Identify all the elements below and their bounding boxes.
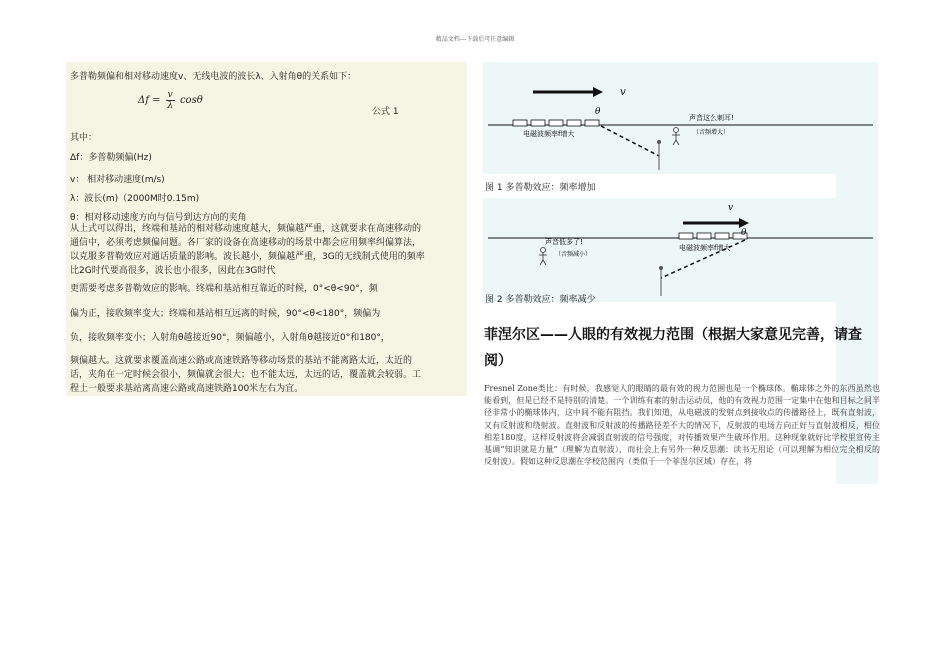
definition-lambda: λ：波长(m)（2000M时0.15m) bbox=[70, 194, 200, 204]
figure-1-diagram bbox=[483, 62, 878, 174]
base-station-icon bbox=[657, 140, 661, 144]
figure-1 bbox=[483, 62, 878, 174]
paragraph-4: 负，接收频率变小；入射角θ越接近90°，频偏越小，入射角θ越接近0°和180°， bbox=[70, 333, 390, 343]
train-car bbox=[585, 120, 599, 126]
formula-numerator: v bbox=[167, 90, 173, 100]
listener-icon bbox=[539, 248, 547, 266]
formula-denominator: λ bbox=[167, 101, 174, 111]
theta-label: θ bbox=[595, 107, 601, 117]
velocity-label: v bbox=[620, 87, 626, 98]
formula-label: 公式 1 bbox=[372, 107, 399, 117]
fresnel-paragraph: Fresnel Zone类比：有时候，我感觉人的眼睛的最有效的视力范围也是一个椭球体。椭球体之外的东西虽然也能看到，但是已经不是特别的清楚。一个训练有素的射击运动员，他的有效视力范围一定集中在他和目标之间半径非常小的椭球体内，这中间不能有阻挡。我们知道，从电磁波的发射点到接收点的传播路径上，既有直射波，又有反射波和绕射波。直射波和反射波的传播路径差不大的情况下，反射波的电场方向正好与直射波相反，相位相差180度，这样反射波将会减弱直射波的信号强度，对传播效果产生破坏作用。这种现象就好比学校里宣传主基调“知识就是力量”（理解为直射波），而社会上有另外一种反思潮：读书无用论（可以理解为相位完全相反的反射波）。假如这种反思潮在学校范围内（类似于一个菲涅尔区域）存在，将 bbox=[484, 384, 880, 467]
train-car bbox=[513, 120, 527, 126]
signal-path bbox=[601, 126, 659, 156]
velocity-arrow-head bbox=[593, 87, 603, 97]
base-station-icon bbox=[659, 266, 663, 270]
train-car bbox=[697, 233, 711, 239]
formula-fraction bbox=[166, 90, 175, 111]
velocity-label: v bbox=[728, 203, 734, 213]
page-header-note: 精品文档---下载后可任意编辑 bbox=[435, 36, 515, 43]
section-heading: 菲涅尔区——人眼的有效视力范围（根据大家意见完善，请查阅） bbox=[484, 327, 862, 369]
doppler-formula bbox=[138, 90, 203, 111]
formula-intro: 多普勒频偏和相对移动速度v、无线电波的波长λ、入射角θ的关系如下： bbox=[70, 72, 357, 82]
train-car bbox=[531, 120, 545, 126]
freq-label: 电磁波频率f增大 bbox=[523, 130, 575, 138]
definition-delta-f: Δf：多普勒频偏(Hz) bbox=[70, 153, 152, 163]
theta-label: θ bbox=[741, 228, 747, 238]
velocity-arrow-head bbox=[739, 218, 749, 228]
formula-lhs: Δf = bbox=[138, 95, 161, 106]
sound-label: 声音低多了! bbox=[545, 238, 583, 246]
train-car bbox=[567, 120, 581, 126]
sound-sub-label: （音频增大） bbox=[693, 129, 730, 136]
definition-v: v： 相对移动速度(m/s) bbox=[70, 175, 165, 185]
figure-2 bbox=[483, 198, 878, 302]
definition-theta: θ：相对移动速度方向与信号到达方向的夹角 bbox=[70, 213, 247, 223]
listener-icon bbox=[672, 128, 680, 146]
sound-sub-label: （音频减小） bbox=[555, 251, 592, 258]
figure-1-caption: 图 1 多普勒效应：频率增加 bbox=[485, 183, 596, 193]
paragraph-5: 频偏越大。这就要求覆盖高速公路或高速铁路等移动场景的基站不能离路太近，太近的话，夹角在一定时候会很小，频偏就会很大；也不能太远，太远的话，覆盖就会较弱。工程上一般要求基站离高速公路或高速铁路100米左右为宜。 bbox=[70, 356, 422, 394]
figure-2-caption: 图 2 多普勒效应：频率减少 bbox=[485, 295, 596, 305]
sound-label: 声音这么刺耳! bbox=[689, 114, 734, 122]
train-car bbox=[715, 233, 729, 239]
paragraph-1: 从上式可以得出，终端和基站的相对移动速度越大，频偏越严重，这就要求在高速移动的通信中，必须考虑频偏问题。各厂家的设备在高速移动的场景中都会应用频率纠偏算法，以克服多普勒效应对通话质量的影响。波长越小，频偏越严重，3G的无线制式使用的频率比2G时代要高很多，波长也小很多，因此在3G时代 bbox=[70, 224, 425, 276]
figure-2-diagram bbox=[483, 198, 878, 302]
train-car bbox=[549, 120, 563, 126]
where-label: 其中： bbox=[70, 133, 98, 143]
paragraph-3: 偏为正，接收频率变大；终端和基站相互远离的时候，90°<θ<180°，频偏为 bbox=[70, 309, 381, 319]
formula-rhs: cosθ bbox=[179, 95, 203, 106]
freq-label: 电磁波频率f增大 bbox=[679, 244, 731, 252]
train-car bbox=[679, 233, 693, 239]
paragraph-2: 更需要考虑多普勒效应的影响。终端和基站相互靠近的时候，0°<θ<90°，频 bbox=[70, 284, 378, 294]
